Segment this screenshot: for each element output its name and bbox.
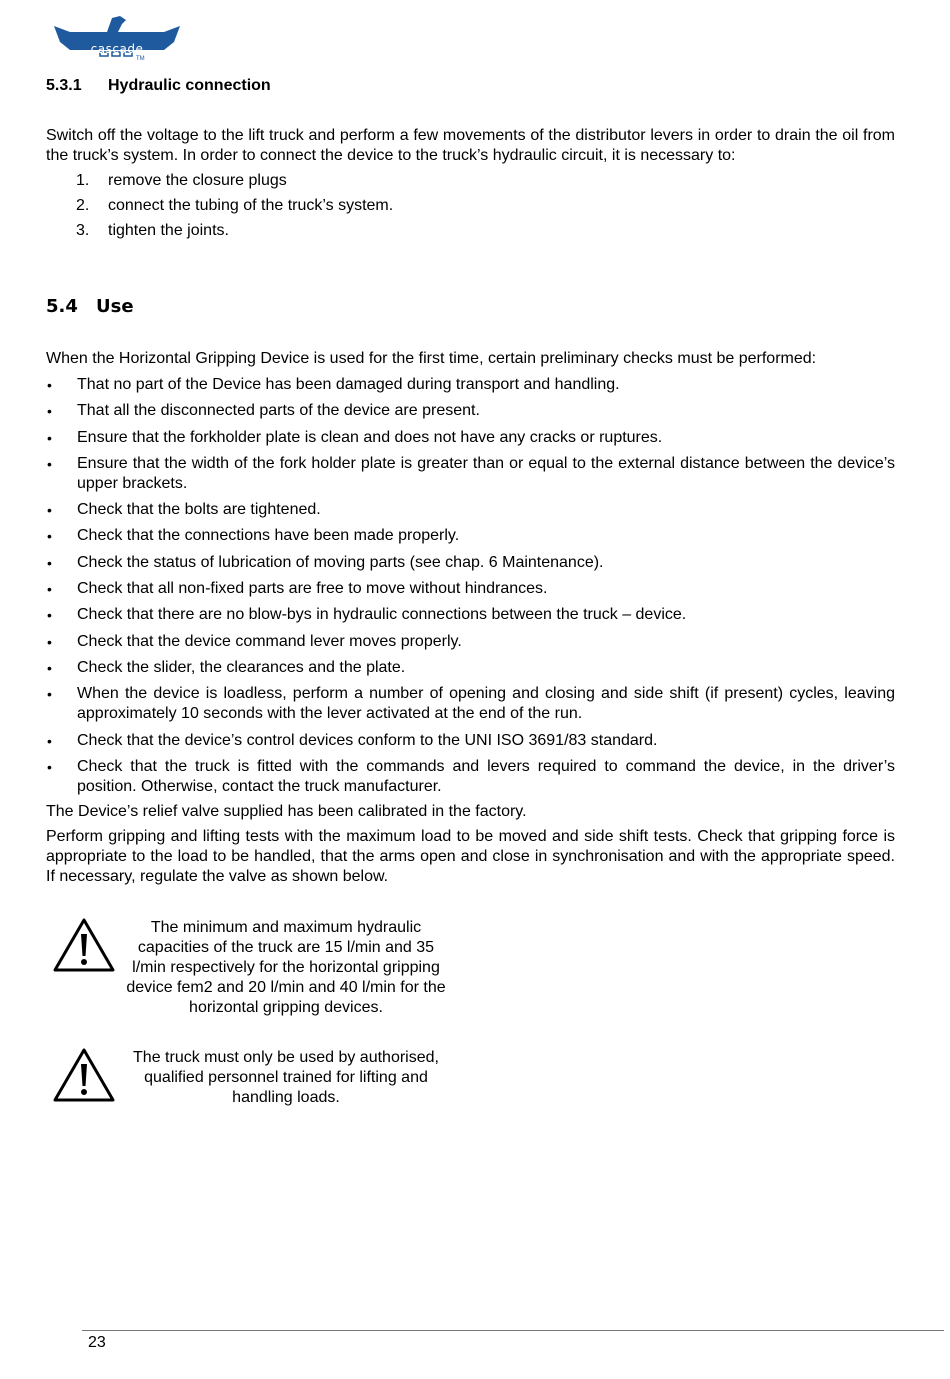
list-item: • Check that the connections have been made properly. — [47, 527, 460, 545]
list-item: • Check that the device command lever moves properly. — [47, 632, 462, 650]
list-item: • Ensure that the width of the fork holder plate is greater than or equal to the external distance between the device’s upper brackets. — [47, 454, 895, 492]
relief-valve-paragraph: The Device’s relief valve supplied has been calibrated in the factory. — [46, 803, 527, 820]
tests-paragraph: Perform gripping and lifting tests with the maximum load to be moved and side shift tests. Check that gripping force is appropriate to the load to be handled, that the arms open and close in synchronisation and with the appropriate speed. If necessary, regulate the valve as shown below. — [46, 828, 895, 885]
list-item: 1. remove the closure plugs — [76, 172, 287, 189]
section-title: Hydraulic connection — [108, 77, 271, 94]
list-item: • That all the disconnected parts of the device are present. — [47, 402, 480, 420]
list-item: • When the device is loadless, perform a number of opening and closing and side shift (if present) cycles, leaving approximately 10 seconds with the lever activated at the end of the run. — [47, 685, 895, 723]
list-item: • Check that the bolts are tightened. — [47, 501, 321, 519]
list-item: • That no part of the Device has been damaged during transport and handling. — [47, 376, 620, 393]
list-item: 2. connect the tubing of the truck’s system. — [76, 197, 394, 214]
preliminary-checks-list — [46, 375, 895, 803]
page-number: 23 — [88, 1334, 106, 1351]
warning-triangle-icon — [52, 917, 116, 973]
hydraulic-intro-paragraph: Switch off the voltage to the lift truck and perform a few movements of the distributor levers in order to drain the oil from the truck’s system. In order to connect the device to the truck’s hydraulic circuit, it is necessary to: — [46, 127, 895, 164]
warning-text: The truck must only be used by authorised, qualified personnel trained for lifting and handling loads. — [133, 1049, 439, 1106]
list-item: • Ensure that the forkholder plate is clean and does not have any cracks or ruptures. — [47, 428, 663, 446]
section-heading-use — [46, 297, 134, 317]
section-number: 5.4 — [46, 296, 78, 317]
logo-text: cascade — [90, 42, 144, 56]
footer-divider — [82, 1330, 944, 1331]
section-title: Use — [96, 296, 134, 317]
list-item: 3. tighten the joints. — [76, 222, 229, 239]
hydraulic-steps-list — [76, 171, 895, 246]
list-item: • Check the status of lubrication of moving parts (see chap. 6 Maintenance). — [47, 553, 604, 571]
svg-text:TM: TM — [136, 56, 145, 62]
list-item: • Check the slider, the clearances and the plate. — [47, 658, 406, 676]
warning-triangle-icon — [52, 1047, 116, 1103]
cascade-logo — [52, 12, 182, 62]
list-item: • Check that the device’s control devices conform to the UNI ISO 3691/83 standard. — [47, 731, 658, 749]
list-item: • Check that there are no blow-bys in hydraulic connections between the truck – device. — [47, 606, 687, 624]
section-heading-hydraulic-connection — [46, 76, 271, 96]
list-item: • Check that all non-fixed parts are free to move without hindrances. — [47, 580, 548, 598]
use-intro-paragraph: When the Horizontal Gripping Device is used for the first time, certain preliminary checks must be performed: — [46, 350, 817, 367]
list-item: • Check that the truck is fitted with the commands and levers required to command the device, in the driver’s position. Otherwise, contact the truck manufacturer. — [47, 757, 895, 795]
section-number: 5.3.1 — [46, 77, 82, 94]
warning-text: The minimum and maximum hydraulic capacities of the truck are 15 l/min and 35 l/min respectively for the horizontal gripping device fem2 and 20 l/min and 40 l/min for the horizontal gripping devices. — [126, 919, 446, 1016]
